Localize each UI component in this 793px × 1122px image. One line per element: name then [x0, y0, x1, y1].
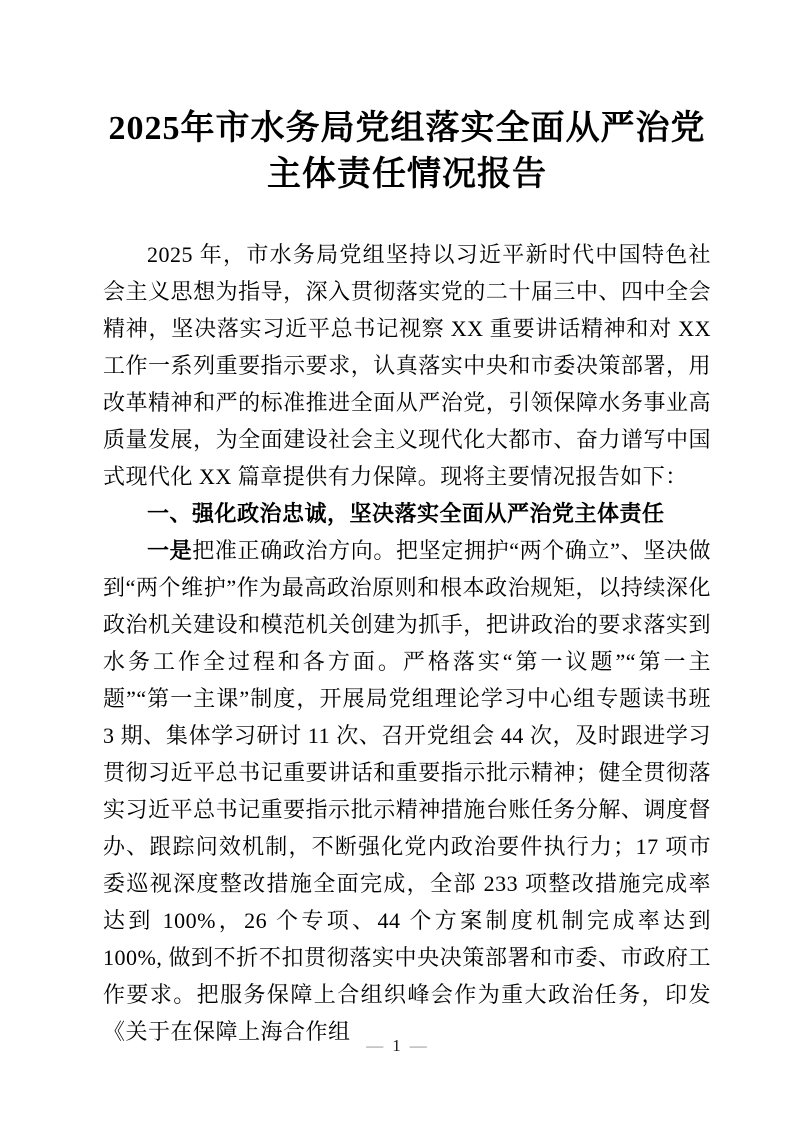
section-1-heading: 一、强化政治忠诚，坚决落实全面从严治党主体责任	[147, 501, 665, 526]
document-content	[103, 106, 711, 1050]
footer-dash-left: —	[366, 1036, 384, 1055]
paragraph-body-text: 把准正确政治方向。把坚定拥护“两个确立”、坚决做到“两个维护”作为最高政治原则和根本政治规矩，以持续深化政治机关建设和模范机关创建为抓手，把讲政治的要求落实到水务工作全过程和各方面。严格落实“第一议题”“第一主题”“第一主课”制度，开展局党组理论学习中心组专题读书班 3 期、集体学习研讨 11 次、召开党组会 44 次，及时跟进学习贯彻习近平总书记重要讲话和重要指示批示精神；健全贯彻落实习近平总书记重要指示批示精神措施台账任务分解、调度督办、跟踪问效机制，不断强化党内政治要件执行力；17 项市委巡视深度整改措施全面完成，全部 233 项整改措施完成率达到 100%，26 个专项、44 个方案制度机制完成率达到 100%, 做到不折不扣贯彻落实中央决策部署和市委、市政府工作要求。把服务保障上合组织峰会作为重大政治任务，印发《关于在保障上海合作组	[103, 538, 711, 1044]
section-1-paragraph	[103, 532, 711, 1050]
page-footer	[0, 1036, 793, 1056]
footer-dash-right: —	[409, 1036, 427, 1055]
document-title: 2025年市水务局党组落实全面从严治党主体责任情况报告	[108, 110, 706, 193]
page-number: 1	[392, 1036, 401, 1055]
paragraph-lead-marker: 一是	[147, 538, 193, 563]
intro-paragraph: 2025 年，市水务局党组坚持以习近平新时代中国特色社会主义思想为指导，深入贯彻落实党的二十届三中、四中全会精神，坚决落实习近平总书记视察 XX 重要讲话精神和对 XX 工作一系列重要指示要求，认真落实中央和市委决策部署，用改革精神和严的标准推进全面从严治党，引领保障水务事业高质量发展，为全面建设社会主义现代化大都市、奋力谱写中国式现代化 XX 篇章提供有力保障。现将主要情况报告如下：	[103, 242, 711, 489]
